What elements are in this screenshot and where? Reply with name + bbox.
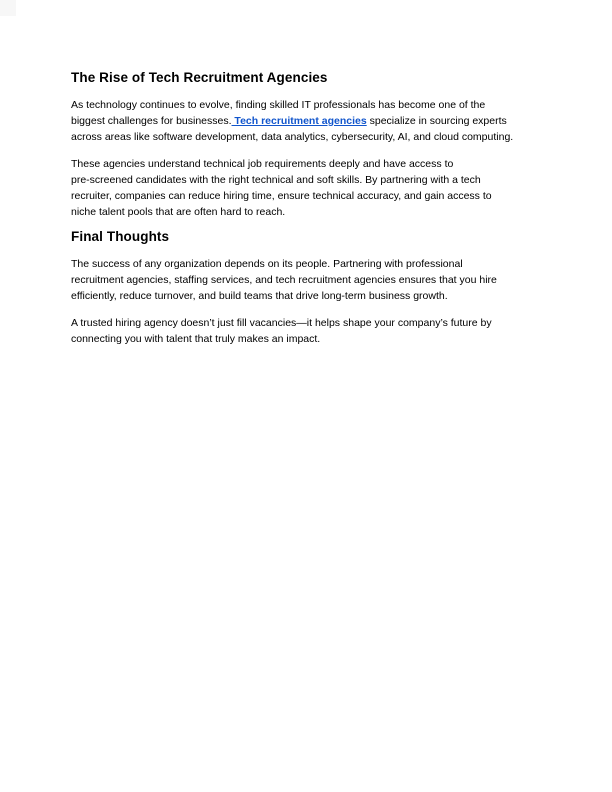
page-corner-artifact (0, 0, 16, 16)
text-line: recruiter, companies can reduce hiring time, ensure technical accuracy, and gain access to (71, 190, 492, 202)
text-line: The success of any organization depends on its people. Partnering with professional (71, 258, 463, 270)
text-line: niche talent pools that are often hard to reach. (71, 206, 286, 218)
text-after-link: specialize in sourcing experts (366, 115, 507, 127)
text-line: A trusted hiring agency doesn’t just fill vacancies—it helps shape your company’s future by (71, 317, 492, 329)
text-line: As technology continues to evolve, finding skilled IT professionals has become one of the (71, 99, 486, 111)
tech-recruitment-agencies-link[interactable]: Tech recruitment agencies (231, 115, 367, 127)
text-before-link: biggest challenges for businesses. (71, 115, 232, 127)
heading-rise-of-tech-recruitment-agencies: The Rise of Tech Recruitment Agencies (71, 70, 328, 85)
text-line: across areas like software development, data analytics, cybersecurity, AI, and cloud computing. (71, 131, 514, 143)
text-line: These agencies understand technical job requirements deeply and have access to (71, 158, 454, 170)
paragraph-organization-success (71, 256, 543, 304)
paragraph-tech-recruitment-intro (71, 97, 543, 145)
text-line: efficiently, reduce turnover, and build teams that drive long-term business growth. (71, 290, 448, 302)
text-line (71, 113, 543, 129)
paragraph-agencies-capabilities (71, 156, 543, 220)
text-line: pre-screened candidates with the right technical and soft skills. By partnering with a tech (71, 174, 481, 186)
paragraph-trusted-hiring-agency (71, 315, 543, 347)
text-line: recruitment agencies, staffing services, and tech recruitment agencies ensures that you hire (71, 274, 497, 286)
text-line: connecting you with talent that truly makes an impact. (71, 333, 321, 345)
document-content (71, 69, 543, 358)
heading-final-thoughts: Final Thoughts (71, 229, 170, 244)
